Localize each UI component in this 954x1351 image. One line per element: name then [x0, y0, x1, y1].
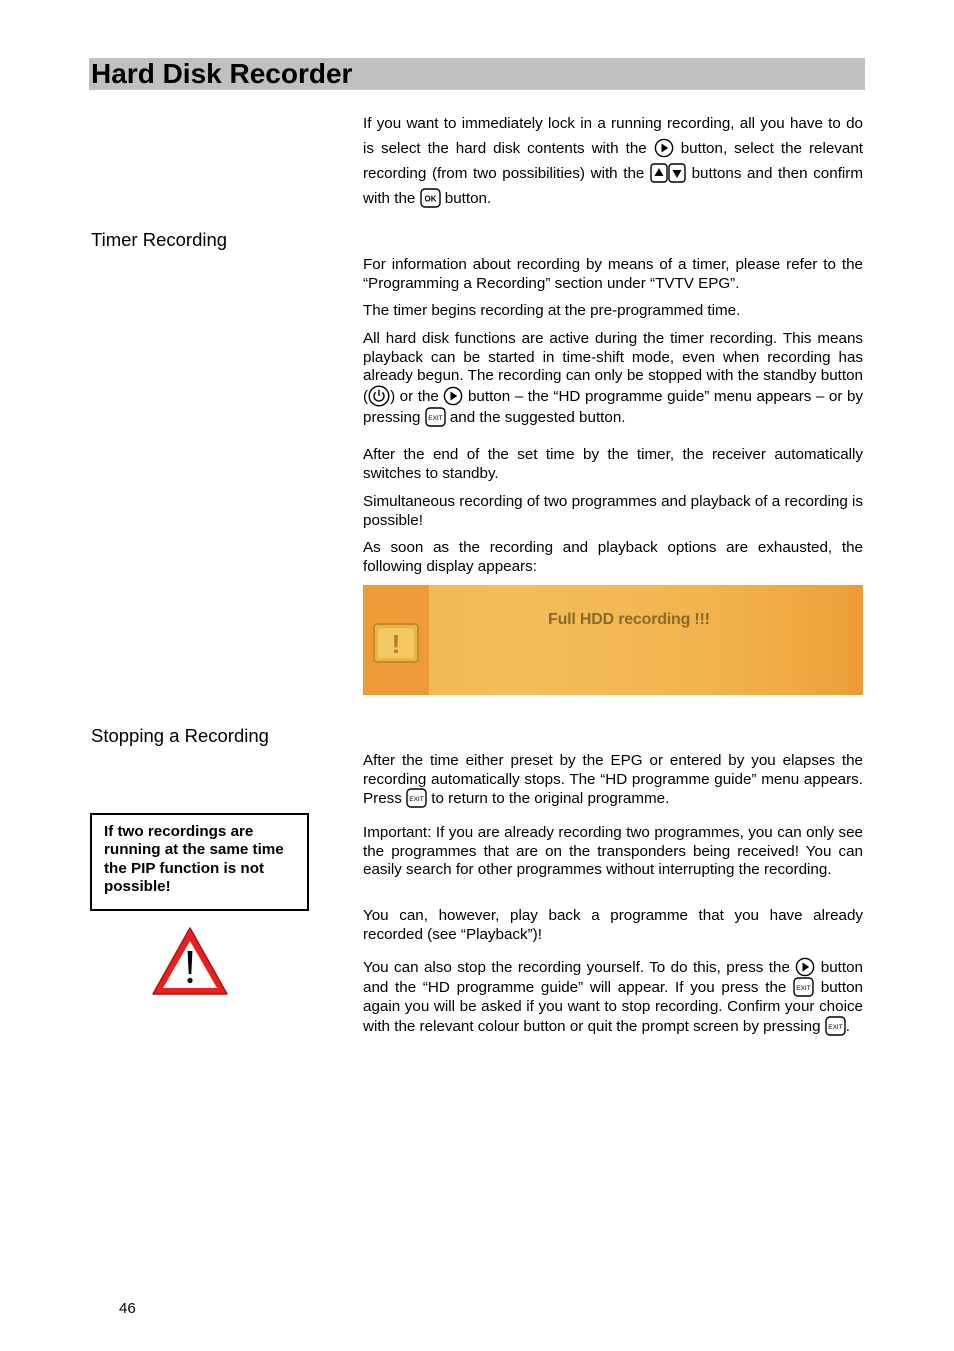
- timer-paragraph-1: For information about recording by means of a timer, please refer to the “Programming a Recording” section under “TVTV EPG”.: [363, 256, 863, 292]
- timer-paragraph-4: After the end of the set time by the timer, the receiver automatically switches to standby.: [363, 446, 863, 482]
- timer-paragraph-2: The timer begins recording at the pre-programmed time.: [363, 302, 741, 319]
- play-button-icon: [443, 386, 463, 406]
- ok-button-icon: [420, 188, 441, 208]
- timer-paragraph-3: All hard disk functions are active during the timer recording. This means playback can be started in time-shift mode, even when recording has already begun. The recording can only be stopped with the standby button ( ) or the button – the “HD programme guide” menu appears – or by pressing EXIT and the suggested button.: [363, 330, 863, 426]
- up-arrow-button-icon: [650, 163, 668, 183]
- down-arrow-button-icon: [668, 163, 686, 183]
- warning-triangle-icon: [150, 925, 230, 997]
- play-button-icon: [795, 957, 815, 977]
- pip-note-text: If two recordings are running at the same time the PIP function is not possible!: [104, 823, 284, 895]
- stopping-paragraph-2: Important: If you are already recording two programmes, you can only see the programmes that are on the transponders being received! You can easily search for other programmes without interrupting the recording.: [363, 824, 863, 878]
- title-bar: [89, 58, 865, 90]
- exit-button-icon: [825, 1016, 846, 1036]
- timer-recording-heading: Timer Recording: [91, 229, 228, 250]
- svg-text:!: !: [391, 629, 401, 659]
- standby-button-icon: [368, 385, 390, 407]
- intro-paragraph: If you want to immediately lock in a running recording, all you have to do is select the hard disk contents with the button, select the relevant recording (from two possibilities) with the buttons and then confirm with the OK button.: [363, 115, 863, 207]
- timer-paragraph-5: Simultaneous recording of two programmes and playback of a recording is possible!: [363, 493, 863, 529]
- stopping-paragraph-4: You can also stop the recording yourself. To do this, press the button and the “HD programme guide” will appear. If you press the EXIT button again you will be asked if you want to stop recording. Confirm your choice with the relevant colour button or quit the prompt screen by pressing EXIT .: [363, 958, 863, 1037]
- svg-text:OK: OK: [424, 194, 437, 204]
- stopping-paragraph-3: You can, however, play back a programme that you have already recorded (see “Playback”)!: [363, 907, 863, 943]
- play-button-icon: [654, 138, 674, 158]
- svg-text:EXIT: EXIT: [409, 795, 424, 803]
- exit-button-icon: [793, 977, 814, 997]
- svg-text:EXIT: EXIT: [828, 1023, 843, 1031]
- svg-text:EXIT: EXIT: [796, 984, 811, 992]
- full-hdd-osd-screenshot: [363, 585, 863, 695]
- timer-paragraph-6: As soon as the recording and playback options are exhausted, the following display appears:: [363, 539, 863, 575]
- page-number: 46: [119, 1300, 136, 1317]
- stopping-recording-heading: Stopping a Recording: [91, 725, 269, 746]
- warning-folder-icon: [371, 619, 423, 665]
- svg-text:EXIT: EXIT: [427, 414, 443, 422]
- osd-message: Full HDD recording !!!: [548, 611, 710, 628]
- pip-note-box: [90, 813, 309, 911]
- stopping-paragraph-1: After the time either preset by the EPG or entered by you elapses the recording automatically stops. The “HD programme guide” menu appears. Press EXIT to return to the original programme.: [363, 752, 863, 808]
- page-title: Hard Disk Recorder: [91, 58, 353, 89]
- exit-button-icon: [406, 788, 427, 808]
- exit-button-icon: [425, 407, 446, 427]
